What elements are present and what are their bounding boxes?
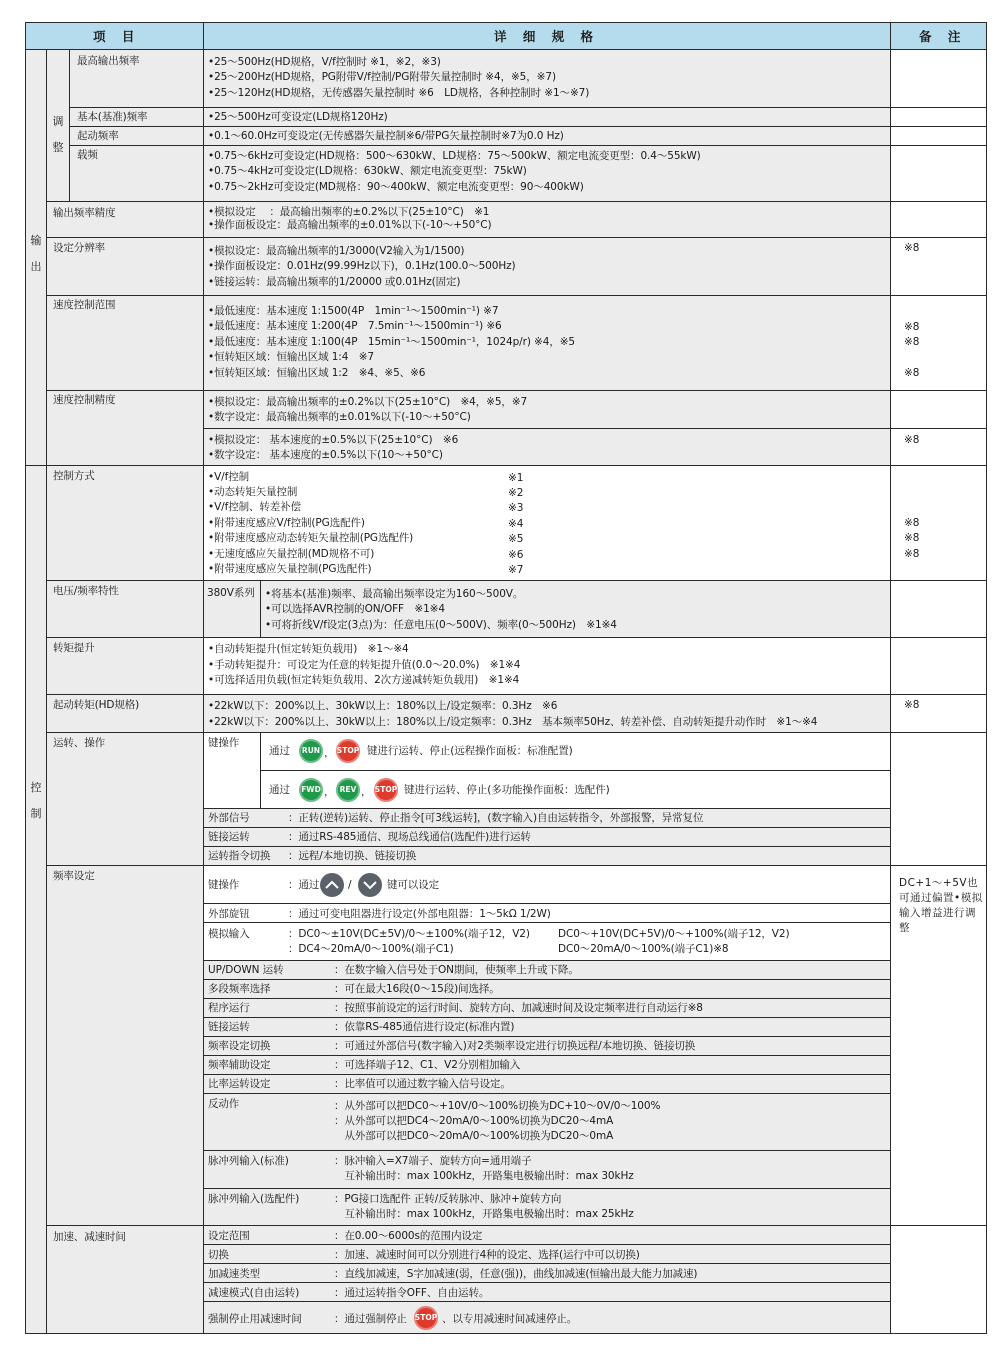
freq-reverse-value: 从外部可以把DC0～20mA/0～100%切换为DC20～0mA [334,1130,614,1142]
run-button-icon: RUN [299,739,323,763]
speed-range-line: •最低速度：基本速度 1:1500(4P 1min⁻¹～1500min⁻¹) ※7 [208,305,499,317]
resolution-line: •操作面板设定：0.01Hz(99.99Hz以下)，0.1Hz(100.0～500Hz) [208,260,516,272]
control-method-item: •附带速度感应V/f控制(PG选配件) [208,517,365,529]
accel-force-pre: ：通过强制停止 [334,1313,407,1325]
speed-range-line: •恒转矩区域：恒输出区域 1:4 ※7 [208,351,375,363]
freq-analog-value: DC0～+10V(DC+5V)/0～+100%(端子12，V2) [558,928,790,940]
freq-analog-key: 模拟输入 [208,928,250,940]
header-item: 项 目 [93,29,141,44]
control-method-item: •附带速度感应矢量控制(PG选配件) [208,563,372,575]
row-label-operation: 运转、操作 [53,737,105,749]
operation-sub-value: ：通过RS-485通信、现场总线通信(选配件)进行运转 [288,831,531,843]
speed-range-line: •最低速度：基本速度 1:100(4P 15min⁻¹～1500min⁻¹，1024p/r) ※4，※5 [208,336,576,348]
freq-sub-key: 频率辅助设定 [208,1059,271,1071]
freq-pulse-opt-key: 脉冲列输入(选配件) [208,1193,300,1205]
rev-button-icon: REV [336,778,360,802]
row-label-freq-setting: 频率设定 [53,870,95,882]
accel-force-key: 强制停止用减速时间 [208,1313,302,1325]
control-method-item: •动态转矩矢量控制 [208,486,298,498]
row-label-speed-range: 速度控制范围 [53,299,116,311]
freq-sub-value: ：依靠RS-485通信进行设定(标准内置) [334,1021,515,1033]
row-label-control-method: 控制方式 [53,470,95,482]
accel-sub-value: ：在0.00～6000s的范围内设定 [334,1230,483,1242]
row-label-resolution: 设定分辨率 [53,242,105,254]
freq-ext-key: 外部旋钮 [208,908,250,920]
accel-sub-key: 加减速类型 [208,1268,260,1280]
freq-key-post: 键可以设定 [387,879,439,891]
freq-sub-key: 比率运转设定 [208,1078,271,1090]
operation-sub-value: ：正转(逆转)运转、停止指令[可3线运转]，(数字输入)自由运转指令，外部报警，异常复位 [288,812,704,824]
group-control: 控制 [30,781,42,820]
operation-line1-pre: 通过 [269,745,290,757]
freq-pulse-std-key: 脉冲列输入(标准) [208,1155,289,1167]
accel-force-post: 、以专用减速时间减速停止。 [442,1313,578,1325]
row-label-start-freq: 起动频率 [77,130,119,142]
row-label-vf: 电压/频率特性 [53,585,119,597]
torque-boost-line: •自动转矩提升(恒定转矩负载用) ※1～※4 [208,643,409,655]
row-label-start-torque: 起动转矩(HD规格) [53,699,140,711]
speed-range-line: •恒转矩区域：恒输出区域 1:2 ※4、※5、※6 [208,367,426,379]
freq-sub-key: 链接运转 [208,1021,250,1033]
max-freq-line: •25～120Hz(HD规格，无传感器矢量控制时 ※6 LD规格，各种控制时 ※1～※7) [208,87,590,99]
operation-sub-value: ：远程/本地切换、链接切换 [288,850,417,862]
freq-sub-value: ：可在最大16段(0～15段)间选择。 [334,983,500,995]
header-spec: 详 细 规 格 [494,29,600,44]
row-label-max-freq: 最高输出频率 [77,55,140,67]
freq-sub-key: 程序运行 [208,1002,250,1014]
control-method-mark: ※7 [508,564,524,576]
operation-sub-key: 外部信号 [208,812,250,824]
row-label-accel: 加速、减速时间 [53,1231,126,1243]
speed-range-note: ※8 [904,336,920,348]
operation-line1-post: 键进行运转、停止(远程操作面板：标准配置) [367,745,573,757]
resolution-note: ※8 [904,242,920,254]
freq-key-label: 键操作 [208,879,240,891]
freq-sub-value: ：在数字输入信号处于ON期间，使频率上升或下降。 [334,964,579,976]
control-method-mark: ※3 [508,502,524,514]
control-method-note: ※8 [904,517,920,529]
max-freq-line: •25～500Hz(HD规格，V/f控制时 ※1，※2，※3) [208,56,441,68]
freq-pulse-opt-value: 互补输出时：max 100kHz，开路集电极输出时：max 25kHz [334,1208,634,1220]
vf-line: •将基本(基准)频率、最高输出频率设定为160～500V。 [265,588,524,600]
max-freq-line: •25～200Hz(HD规格，PG附带V/f控制/PG附带矢量控制时 ※4，※5，※7) [208,71,556,83]
speed-accuracy-line: •数字设定：最高输出频率的±0.01%以下(-10～+50°C) [208,411,471,423]
control-method-note: ※8 [904,548,920,560]
speed-range-note: ※8 [904,367,920,379]
control-method-mark: ※5 [508,533,524,545]
operation-line2-post: 键进行运转、停止(多功能操作面板：选配件) [404,784,610,796]
vf-line: •可将折线V/f设定(3点)为：任意电压(0～500V)、频率(0～500Hz) ※1※4 [265,619,617,631]
resolution-line: •链接运转：最高输出频率的1/20000 或0.01Hz(固定) [208,276,461,288]
fwd-button-icon: FWD [299,778,323,802]
start-torque-line: •22kW以下：200%以上、30kW以上：180%以上/设定频率：0.3Hz 基本频率50Hz、转差补偿、自动转矩提升动作时 ※1～※4 [208,716,818,728]
speed-accuracy-note: ※8 [904,434,920,446]
freq-sub-value: ：比率值可以通过数字输入信号设定。 [334,1078,511,1090]
operation-sep: ， [324,786,335,798]
freq-ext-value: ：通过可变电阻器进行设定(外部电阻器：1～5kΩ 1/2W) [288,908,551,920]
accel-sub-value: ：加速、减速时间可以分别进行4种的设定、选择(运行中可以切换) [334,1249,640,1261]
freq-analog-value: DC0～20mA/0～100%(端子C1)※8 [558,943,729,955]
operation-sub-key: 链接运转 [208,831,250,843]
freq-sub-key: 频率设定切换 [208,1040,271,1052]
carrier-line: •0.75～6kHz可变设定(HD规格：500～630kW、LD规格：75～500kW、额定电流变更型：0.4～55kW) [208,150,701,162]
control-method-item: •无速度感应矢量控制(MD规格不可) [208,548,375,560]
row-label-torque-boost: 转矩提升 [53,642,95,654]
start-torque-note: ※8 [904,699,920,711]
row-label-freq-accuracy: 输出频率精度 [53,207,116,219]
row-label-speed-accuracy: 速度控制精度 [53,394,116,406]
control-method-item: •V/f控制 [208,471,250,483]
operation-sep: ， [324,747,335,759]
stop-button-icon: STOP [374,778,398,802]
freq-sub-value: ：按照事前设定的运行时间、旋转方向、加减速时间及设定频率进行自动运行※8 [334,1002,703,1014]
resolution-line: •模拟设定：最高输出频率的1/3000(V2输入为1/1500) [208,245,465,257]
accel-sub-value: ：通过运转指令OFF、自由运转。 [334,1287,490,1299]
torque-boost-line: •手动转矩提升：可设定为任意的转矩提升值(0.0～20.0%) ※1※4 [208,659,521,671]
freq-key-sep: / [348,879,352,891]
accel-sub-key: 减速模式(自由运转) [208,1287,300,1299]
freq-accuracy-line: •模拟设定 ：最高输出频率的±0.2%以下(25±10°C) ※1 [208,206,490,218]
torque-boost-line: •可选择适用负载(恒定转矩负载用、2次方递减转矩负载用) ※1※4 [208,674,520,686]
accel-sub-value: ：直线加减速，S字加减速(弱，任意(强))，曲线加减速(恒输出最大能力加减速) [334,1268,698,1280]
operation-sep: ， [361,786,372,798]
freq-key-pre: ：通过 [288,879,320,891]
vf-line: •可以选择AVR控制的ON/OFF ※1※4 [265,603,445,615]
stop-button-icon: STOP [414,1306,438,1330]
freq-pulse-std-value: 互补输出时：max 100kHz，开路集电极输出时：max 30kHz [334,1170,634,1182]
freq-sub-value: ：可选择端子12、C1、V2分别相加输入 [334,1059,521,1071]
up-arrow-key-icon [320,873,344,897]
row-label-base-freq: 基本(基准)频率 [77,111,148,123]
stop-button-icon: STOP [336,739,360,763]
freq-reverse-key: 反动作 [208,1098,240,1110]
control-method-mark: ※4 [508,518,524,530]
freq-reverse-value: ：从外部可以把DC0～+10V/0～100%切换为DC+10～0V/0～100% [334,1100,661,1112]
vf-series: 380V系列 [207,587,255,599]
carrier-line: •0.75～2kHz可变设定(MD规格：90～400kW、额定电流变更型：90～400kW) [208,181,584,193]
control-method-note: ※8 [904,532,920,544]
row-label-carrier: 载频 [77,149,98,161]
accel-sub-key: 设定范围 [208,1230,250,1242]
freq-pulse-std-value: ：脉冲输入=X7端子、旋转方向=通用端子 [334,1155,532,1167]
group-output: 输出 [30,234,42,273]
freq-accuracy-line: •操作面板设定：最高输出频率的±0.01%以下(-10～+50°C) [208,219,492,231]
operation-sub-key: 运转指令切换 [208,850,271,862]
down-arrow-key-icon [358,873,382,897]
freq-sub-key: UP/DOWN 运转 [208,964,284,976]
base-freq-line: •25～500Hz可变设定(LD规格120Hz) [208,111,388,123]
start-freq-line: •0.1～60.0Hz可变设定(无传感器矢量控制※6/带PG矢量控制时※7为0.0 Hz) [208,130,564,142]
control-method-mark: ※1 [508,472,524,484]
control-method-item: •附带速度感应动态转矩矢量控制(PG选配件) [208,532,414,544]
control-method-mark: ※2 [508,487,524,499]
control-method-mark: ※6 [508,549,524,561]
group-adjust: 调整 [52,115,64,154]
freq-sub-value: ：可通过外部信号(数字输入)对2类频率设定进行切换远程/本地切换、链接切换 [334,1040,696,1052]
speed-accuracy-line: •模拟设定：最高输出频率的±0.2%以下(25±10°C) ※4，※5，※7 [208,396,528,408]
freq-analog-value: ：DC0～±10V(DC±5V)/0～±100%(端子12，V2) [288,928,530,940]
freq-analog-value: ：DC4～20mA/0～100%(端子C1) [288,943,454,955]
speed-accuracy-line: •模拟设定： 基本速度的±0.5%以下(25±10°C) ※6 [208,434,459,446]
freq-setting-note: DC+1～+5V也可通过偏置•模拟输入增益进行调整 [899,877,983,934]
header-note: 备 注 [919,29,967,44]
speed-accuracy-line: •数字设定： 基本速度的±0.5%以下(10～+50°C) [208,449,443,461]
accel-sub-key: 切换 [208,1249,229,1261]
control-method-item: •V/f控制、转差补偿 [208,501,302,513]
start-torque-line: •22kW以下：200%以上、30kW以上：180%以上/设定频率：0.3Hz ※6 [208,700,558,712]
speed-range-line: •最低速度：基本速度 1:200(4P 7.5min⁻¹～1500min⁻¹) ※6 [208,320,502,332]
carrier-line: •0.75～4kHz可变设定(LD规格：630kW、额定电流变更型：75kW) [208,165,527,177]
control-group-bg [26,465,47,1333]
operation-key-label: 键操作 [208,737,240,749]
speed-range-note: ※8 [904,321,920,333]
freq-pulse-opt-value: ：PG接口选配件 正转/反转脉冲、脉冲+旋转方向 [334,1193,562,1205]
freq-sub-key: 多段频率选择 [208,983,271,995]
freq-reverse-value: ：从外部可以把DC4～20mA/0～100%切换为DC20～4mA [334,1115,614,1127]
operation-line2-pre: 通过 [269,784,290,796]
